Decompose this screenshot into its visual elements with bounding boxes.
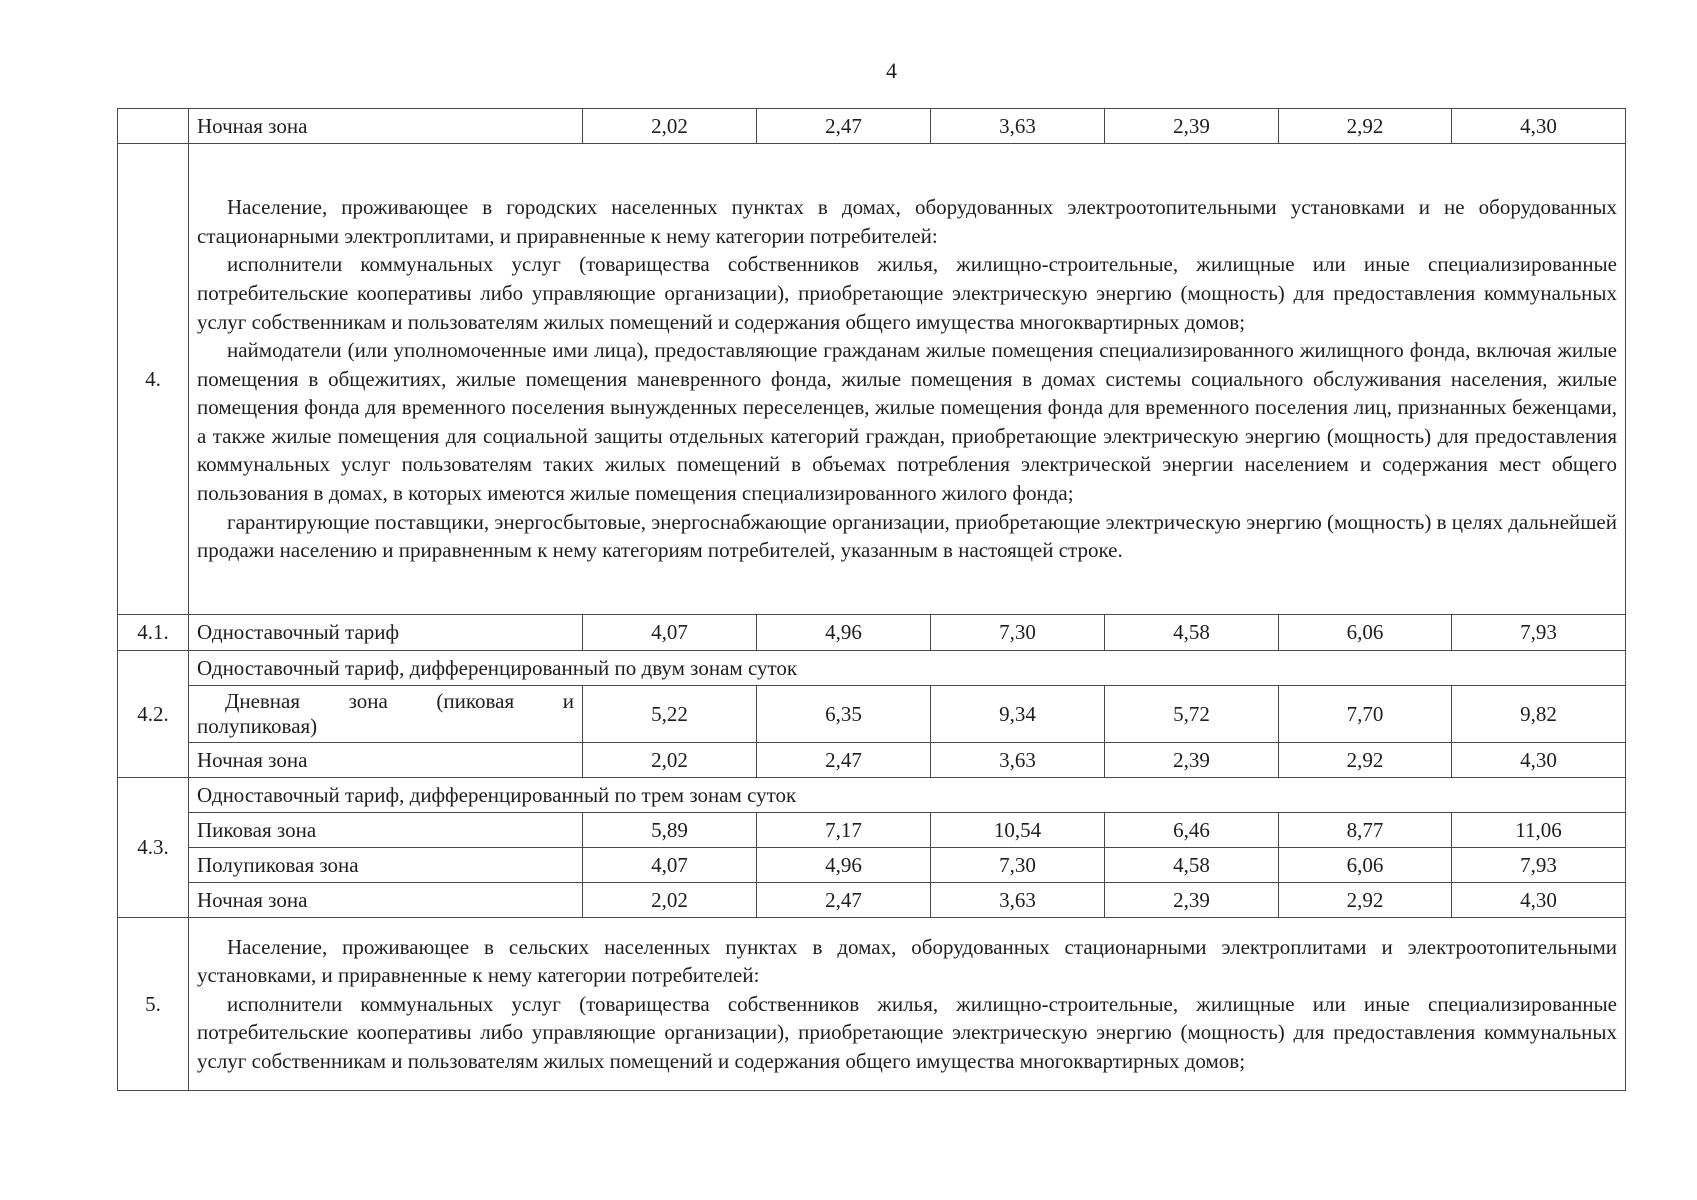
tariff-value: 9,82 xyxy=(1452,686,1626,743)
row-label: Ночная зона xyxy=(189,743,583,778)
section-paragraph: гарантирующие поставщики, энергосбытовые, энергоснабжающие организации, приобретающие электрическую энергию (мощность) в целях дальнейшей продажи населению и приравненным к нему категориям потребителей, указанным в настоящей строке. xyxy=(197,509,1617,563)
table-row-4-2-heading xyxy=(118,651,1626,686)
tariff-value: 10,54 xyxy=(931,813,1105,848)
tariff-value: 2,47 xyxy=(757,743,931,778)
table-row-4-3-half-peak xyxy=(118,848,1626,883)
tariff-value: 7,17 xyxy=(757,813,931,848)
tariff-value: 2,92 xyxy=(1279,883,1452,918)
table-row-section-4 xyxy=(118,144,1626,615)
row-label: Ночная зона xyxy=(189,109,583,144)
table-row-4-3-peak xyxy=(118,813,1626,848)
page-number: 4 xyxy=(886,58,897,83)
row-label: Одноставочный тариф xyxy=(189,615,583,651)
tariff-value: 5,89 xyxy=(583,813,757,848)
tariff-table xyxy=(117,108,1626,1091)
tariff-value: 2,92 xyxy=(1279,109,1452,144)
label-word: и xyxy=(562,689,574,713)
row-number: 4.3. xyxy=(118,778,189,918)
tariff-value: 2,39 xyxy=(1105,883,1279,918)
tariff-value: 5,72 xyxy=(1105,686,1279,743)
section-paragraph: Население, проживающее в сельских населенных пунктах в домах, оборудованных стационарными электроплитами и электроотопительными установками, и приравненные к нему категории потребителей: xyxy=(197,934,1617,988)
tariff-value: 3,63 xyxy=(931,109,1105,144)
tariff-value: 2,92 xyxy=(1279,743,1452,778)
table-row-4-3-night xyxy=(118,883,1626,918)
label-word: (пиковая xyxy=(436,689,515,713)
tariff-value: 7,93 xyxy=(1452,615,1626,651)
row-number: 5. xyxy=(118,918,189,1091)
tariff-value: 4,96 xyxy=(757,848,931,883)
tariff-value: 3,63 xyxy=(931,883,1105,918)
table-row-4-1 xyxy=(118,615,1626,651)
tariff-value: 2,39 xyxy=(1105,743,1279,778)
tariff-value: 2,47 xyxy=(757,109,931,144)
section-paragraph: исполнители коммунальных услуг (товарищества собственников жилья, жилищно-строительные, жилищные или иные специализированные потребительские кооперативы либо управляющие организации), приобретающие электрическую энергию (мощность) для предоставления коммунальных услуг собственникам и пользователям жилых помещений и содержания общего имущества многоквартирных домов; xyxy=(197,991,1617,1073)
section-paragraph: исполнители коммунальных услуг (товарищества собственников жилья, жилищно-строительные, жилищные или иные специализированные потребительские кооперативы либо управляющие организации), приобретающие электрическую энергию (мощность) для предоставления коммунальных услуг собственникам и пользователям жилых помещений и содержания общего имущества многоквартирных домов; xyxy=(197,252,1617,334)
tariff-value: 4,58 xyxy=(1105,615,1279,651)
tariff-value: 6,06 xyxy=(1279,848,1452,883)
tariff-value: 7,30 xyxy=(931,615,1105,651)
tariff-value: 4,58 xyxy=(1105,848,1279,883)
tariff-value: 2,02 xyxy=(583,109,757,144)
tariff-value: 4,07 xyxy=(583,615,757,651)
tariff-value: 5,22 xyxy=(583,686,757,743)
section-paragraph: наймодатели (или уполномоченные ими лица), предоставляющие гражданам жилые помещения специализированного жилищного фонда, включая жилые помещения в общежитиях, жилые помещения маневренного фонда, жилые помещения в домах системы социального обслуживания населения, жилые помещения фонда для временного поселения вынужденных переселенцев, жилые помещения фонда для временного поселения лиц, признанных беженцами, а также жилые помещения для социальной защиты отдельных категорий граждан, приобретающие электрическую энергию (мощность) для предоставления коммунальных услуг пользователям таких жилых помещений в объемах потребления электрической энергии населением и содержания мест общего пользования в домах, в которых имеются жилые помещения специализированного жилого фонда; xyxy=(197,338,1617,506)
tariff-value: 2,02 xyxy=(583,883,757,918)
tariff-value: 2,47 xyxy=(757,883,931,918)
row-heading: Одноставочный тариф, дифференцированный по двум зонам суток xyxy=(189,651,1626,686)
tariff-value: 2,02 xyxy=(583,743,757,778)
row-heading: Одноставочный тариф, дифференцированный по трем зонам суток xyxy=(189,778,1626,813)
row-label: Ночная зона xyxy=(189,883,583,918)
tariff-value: 6,35 xyxy=(757,686,931,743)
row-number: 4.1. xyxy=(118,615,189,651)
tariff-value: 11,06 xyxy=(1452,813,1626,848)
table-row-4-2-night xyxy=(118,743,1626,778)
tariff-value: 3,63 xyxy=(931,743,1105,778)
section-paragraph: Население, проживающее в городских населенных пунктах в домах, оборудованных электроотопительными установками и не оборудованных стационарными электроплитами, и приравненные к нему категории потребителей: xyxy=(197,195,1617,248)
table-row-4-3-heading xyxy=(118,778,1626,813)
table-row-night-zone-top xyxy=(118,109,1626,144)
row-label-day-zone xyxy=(189,686,583,743)
label-word: Дневная xyxy=(225,689,301,713)
row-number-empty xyxy=(118,109,189,144)
tariff-value: 2,39 xyxy=(1105,109,1279,144)
row-label: Пиковая зона xyxy=(189,813,583,848)
row-number: 4. xyxy=(118,144,189,615)
tariff-value: 4,07 xyxy=(583,848,757,883)
tariff-value: 9,34 xyxy=(931,686,1105,743)
tariff-value: 7,30 xyxy=(931,848,1105,883)
tariff-value: 7,93 xyxy=(1452,848,1626,883)
tariff-value: 4,30 xyxy=(1452,883,1626,918)
tariff-value: 6,46 xyxy=(1105,813,1279,848)
tariff-value: 7,70 xyxy=(1279,686,1452,743)
label-word: зона xyxy=(348,689,388,713)
tariff-value: 4,96 xyxy=(757,615,931,651)
section-4-description xyxy=(189,144,1626,615)
table-row-section-5 xyxy=(118,918,1626,1091)
label-line-2: полупиковая) xyxy=(197,714,318,738)
tariff-value: 6,06 xyxy=(1279,615,1452,651)
tariff-value: 8,77 xyxy=(1279,813,1452,848)
row-label: Полупиковая зона xyxy=(189,848,583,883)
tariff-value: 4,30 xyxy=(1452,743,1626,778)
section-5-description xyxy=(189,918,1626,1091)
tariff-value: 4,30 xyxy=(1452,109,1626,144)
row-number: 4.2. xyxy=(118,651,189,778)
table-row-4-2-day xyxy=(118,686,1626,743)
